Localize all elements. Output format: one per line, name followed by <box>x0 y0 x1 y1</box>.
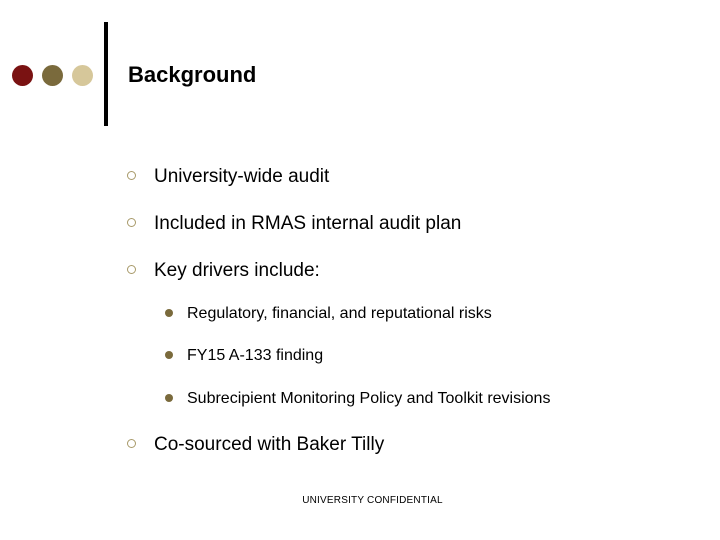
title-vertical-rule <box>104 22 108 126</box>
slide-title: Background <box>128 62 257 87</box>
filled-bullet-icon <box>165 351 173 359</box>
decorative-dot-olive <box>42 65 63 86</box>
decorative-dot-red <box>12 65 33 86</box>
bullet-text: Key drivers include: <box>154 260 320 281</box>
filled-bullet-icon <box>165 309 173 317</box>
decorative-dot-tan <box>72 65 93 86</box>
bullet-text: Co-sourced with Baker Tilly <box>154 434 385 455</box>
bullet-text: Included in RMAS internal audit plan <box>154 213 462 234</box>
sub-bullet-text: Subrecipient Monitoring Policy and Toolkit revisions <box>187 390 551 407</box>
filled-bullet-icon <box>165 394 173 402</box>
hollow-bullet-icon <box>127 218 136 227</box>
footer-confidential: UNIVERSITY CONFIDENTIAL <box>302 495 443 506</box>
hollow-bullet-icon <box>127 439 136 448</box>
sub-bullet-text: FY15 A-133 finding <box>187 347 324 364</box>
hollow-bullet-icon <box>127 171 136 180</box>
hollow-bullet-icon <box>127 265 136 274</box>
sub-bullet-text: Regulatory, financial, and reputational risks <box>187 305 492 322</box>
bullet-text: University-wide audit <box>154 166 330 187</box>
